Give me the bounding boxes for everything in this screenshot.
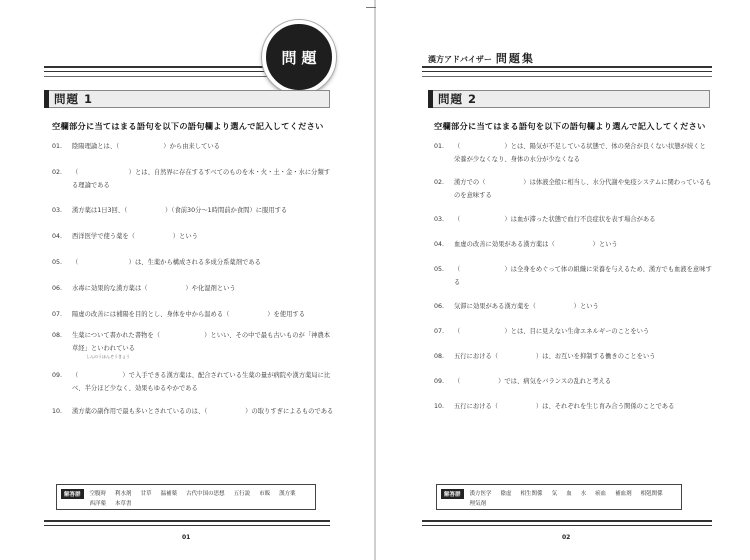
question-number: 03. xyxy=(52,207,63,214)
question-item xyxy=(52,256,334,269)
question-number: 02. xyxy=(52,169,63,176)
section-title-mark xyxy=(44,90,49,108)
question-item xyxy=(434,263,712,289)
section-title xyxy=(428,90,710,108)
question-item xyxy=(434,176,712,202)
answer-word: 空腹時 xyxy=(89,491,107,497)
section-title xyxy=(44,90,330,108)
answer-word: 気 xyxy=(551,491,558,497)
question-text: （ ）では、病気をバランスの乱れと考える xyxy=(454,378,612,385)
question-number: 01. xyxy=(52,143,63,150)
question-text: 五行における（ ）は、お互いを抑制する働きのことをいう xyxy=(454,353,656,360)
question-text: （ ）とは、陽気が不足している状態で、体の発合が良くない状態が続くと栄養が少なくなり、身体の水分が少なくなる xyxy=(454,143,706,163)
answer-word: 相剋関係 xyxy=(640,491,663,497)
question-item xyxy=(434,375,712,388)
answer-word: 血 xyxy=(566,491,572,497)
top-rule-thin xyxy=(422,76,712,77)
top-rule xyxy=(422,66,712,72)
answer-word: 水 xyxy=(580,491,587,497)
bottom-rule xyxy=(44,520,330,526)
question-item xyxy=(52,329,334,359)
question-number: 06. xyxy=(434,303,445,310)
answer-word: 瘀血 xyxy=(595,491,607,497)
instruction: 空欄部分に当てはまる語句を以下の語句欄より選んで記入してください xyxy=(434,121,706,131)
question-number: 07. xyxy=(52,311,63,318)
question-item xyxy=(434,350,712,363)
question-number: 09. xyxy=(434,378,445,385)
answer-box xyxy=(436,484,682,510)
question-number: 09. xyxy=(52,372,63,379)
question-text: （ ）で入手できる漢方薬は、配合されている生薬の量が病院や漢方薬局に比べ、半分ほど少なく、効果もゆるやかである xyxy=(72,372,331,392)
question-number: 01. xyxy=(434,143,445,150)
question-text: 陰陽理論とは、（ ）から由来している xyxy=(72,143,220,150)
right-page xyxy=(376,0,750,560)
running-header xyxy=(428,50,535,66)
question-item xyxy=(434,325,712,338)
answer-word: 古代中国の思想 xyxy=(186,491,225,497)
question-text: 水毒に効果的な漢方薬は（ ）や化湿剤という xyxy=(72,285,236,292)
answer-word: 五行説 xyxy=(233,491,251,497)
question-text: （ ）は血が滞った状態で血行不良症状を表す場合がある xyxy=(454,216,656,223)
question-text: （ ）は全身をめぐって体の組織に栄養を与えるため、漢方でも血液を意味する xyxy=(454,266,712,286)
question-text: 漢方での（ ）は体液全般に相当し、水分代謝や免疫システムに関わっているものを意味する xyxy=(454,179,712,199)
answer-word: 利水剤 xyxy=(115,491,132,497)
question-list xyxy=(52,140,334,418)
section-title-text: 問題 1 xyxy=(54,92,94,106)
question-number: 05. xyxy=(434,266,445,273)
answer-word: 甘草 xyxy=(140,491,152,497)
page-number: 02 xyxy=(562,534,571,541)
answer-word: 西洋薬 xyxy=(89,501,107,507)
answer-word: 漢方医学 xyxy=(469,491,492,497)
question-number: 04. xyxy=(52,233,63,240)
running-header-small: 漢方アドバイザー xyxy=(428,55,492,64)
answer-words xyxy=(90,489,315,509)
question-number: 08. xyxy=(434,353,445,360)
answer-word: 漢方薬 xyxy=(279,491,296,497)
question-item xyxy=(52,140,334,153)
question-item xyxy=(52,204,334,217)
page-number: 01 xyxy=(182,534,191,541)
answer-word: 本草書 xyxy=(115,501,132,507)
question-item xyxy=(52,369,334,395)
answer-word: 補血剤 xyxy=(615,491,632,497)
question-number: 03. xyxy=(434,216,445,223)
answer-word: 相生関係 xyxy=(520,491,543,497)
answer-word: 理気剤 xyxy=(469,501,487,507)
answer-box xyxy=(56,484,316,510)
question-text: （ ）は、生薬から構成される多成分系薬剤である xyxy=(72,259,261,266)
question-item xyxy=(434,213,712,226)
question-text: 五行における（ ）は、それぞれを生じ育み合う関係のことである xyxy=(454,403,675,410)
question-text: 血虚の改善に効果がある漢方薬は（ ）という xyxy=(454,241,618,248)
question-item xyxy=(434,300,712,313)
question-item xyxy=(52,230,334,243)
instruction: 空欄部分に当てはまる語句を以下の語句欄より選んで記入してください xyxy=(52,121,324,131)
question-item xyxy=(52,166,334,192)
question-text: 漢方薬の副作用で最も多いとされているのは、（ ）の取りすぎによるものである xyxy=(72,408,334,415)
running-header-big: 問題集 xyxy=(495,52,535,65)
answer-words xyxy=(470,489,675,509)
question-item xyxy=(434,238,712,251)
question-item xyxy=(52,282,334,295)
question-item xyxy=(434,400,712,413)
question-number: 05. xyxy=(52,259,63,266)
question-text: 漢方薬は1日3回、（ ）（食前30分〜1時間前か食間）に服用する xyxy=(72,207,288,214)
question-text: 気滞に効果がある漢方薬を（ ）という xyxy=(454,303,599,310)
answer-label: 解答群 xyxy=(61,489,84,499)
question-number: 06. xyxy=(52,285,63,292)
question-item xyxy=(434,140,712,166)
answer-word: 市販 xyxy=(259,491,271,497)
question-item xyxy=(52,405,334,418)
question-number: 07. xyxy=(434,328,445,335)
question-number: 10. xyxy=(52,408,63,415)
question-text: 陽虚の改善には補陽を目的とし、身体を中から温める（ ）を使用する xyxy=(72,311,305,318)
left-page xyxy=(0,0,374,560)
question-text: （ ）とは、自然界に存在するすべてのものを木・火・土・金・水に分類する理論である xyxy=(72,169,331,189)
furigana: しんのうほんぞうきょう xyxy=(86,354,130,359)
question-number: 10. xyxy=(434,403,445,410)
question-text: 西洋医学で使う薬を（ ）という xyxy=(72,233,198,240)
question-list xyxy=(434,140,712,413)
question-number: 04. xyxy=(434,241,445,248)
answer-word: 陰虚 xyxy=(500,491,512,497)
section-title-mark xyxy=(428,90,433,108)
question-text: （ ）とは、目に見えない生命エネルギーのことをいう xyxy=(454,328,650,335)
question-item xyxy=(52,308,334,321)
bottom-rule xyxy=(422,520,712,526)
problem-badge: 問題 xyxy=(262,20,336,94)
answer-word: 温補薬 xyxy=(160,491,178,497)
section-title-text: 問題 2 xyxy=(438,92,478,106)
answer-label: 解答群 xyxy=(441,489,464,499)
question-text: 生薬について書かれた書物を（ ）といい、その中で最も古いものが「神農本草経」といわれている xyxy=(72,332,331,352)
question-number: 08. xyxy=(52,332,63,339)
question-number: 02. xyxy=(434,179,445,186)
